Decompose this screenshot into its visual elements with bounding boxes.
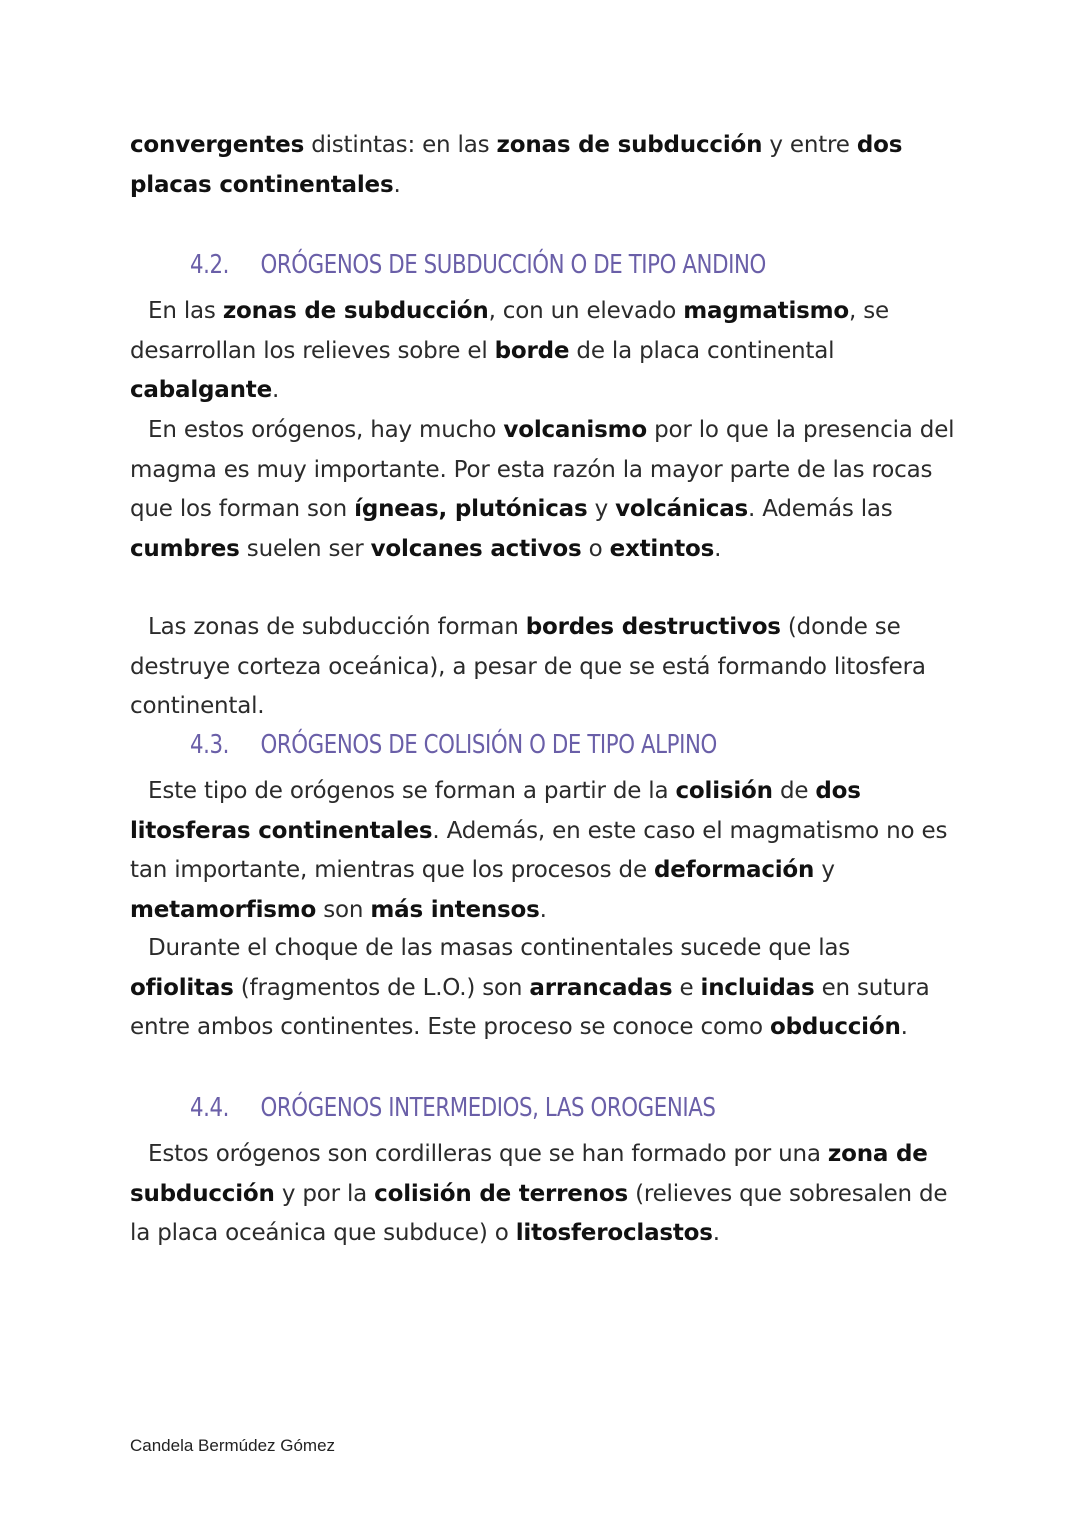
bold-term: volcanes activos bbox=[370, 535, 582, 562]
section-4-2-body bbox=[130, 292, 960, 411]
bold-term: metamorfismo bbox=[130, 896, 317, 923]
intro-paragraph bbox=[130, 126, 960, 205]
bold-term: volcánicas bbox=[615, 496, 749, 522]
paragraph bbox=[130, 929, 960, 1048]
text-run: suelen ser bbox=[239, 535, 371, 562]
bold-term: dos litosferas continentales bbox=[130, 778, 861, 844]
bold-term: extintos bbox=[609, 535, 715, 562]
paragraph bbox=[130, 772, 960, 930]
bold-term: colisión bbox=[675, 778, 773, 804]
text-run: . bbox=[714, 535, 722, 562]
footer-author: Candela Bermúdez Gómez bbox=[130, 1436, 336, 1455]
paragraph bbox=[130, 1135, 960, 1254]
text-run: y bbox=[814, 857, 835, 883]
bold-term: bordes destructivos bbox=[525, 614, 781, 640]
text-run: distintas: en las bbox=[304, 132, 497, 158]
bold-term: obducción bbox=[770, 1014, 901, 1040]
text-run: y por la bbox=[274, 1180, 375, 1207]
text-run: . bbox=[393, 171, 401, 198]
bold-term: convergentes bbox=[130, 132, 305, 158]
text-run: . Además, en este caso el magmatismo no es tan importante, mientras que los procesos de bbox=[130, 817, 948, 883]
paragraph bbox=[130, 292, 960, 411]
text-run: Este tipo de orógenos se forman a partir de la bbox=[148, 778, 676, 804]
bold-term: deformación bbox=[654, 857, 815, 883]
text-run: y bbox=[587, 496, 616, 522]
text-run: de la placa continental bbox=[569, 337, 835, 364]
bold-term: ofiolitas bbox=[130, 974, 234, 1001]
text-run: Durante el choque de las masas continentales sucede que las bbox=[148, 935, 851, 961]
bold-term: arrancadas bbox=[529, 974, 673, 1001]
bold-term: volcanismo bbox=[503, 417, 647, 443]
text-run: . Además las bbox=[748, 496, 893, 522]
bold-term: incluidas bbox=[700, 974, 815, 1001]
paragraph bbox=[130, 411, 960, 569]
section-number: 4.3. bbox=[190, 730, 230, 760]
text-run: de bbox=[772, 778, 816, 804]
section-4-3-body-2 bbox=[130, 929, 960, 1048]
bold-term: dos placas continentales bbox=[130, 132, 903, 198]
text-run: en sutura entre ambos continentes. Este proceso se conoce como bbox=[130, 974, 930, 1040]
bold-term: colisión de terrenos bbox=[374, 1180, 628, 1207]
text-run: o bbox=[581, 535, 610, 562]
text-run: (donde se destruye corteza oceánica), a pesar de que se está formando litosfera continental. bbox=[130, 614, 926, 719]
section-4-3-body bbox=[130, 772, 960, 930]
bold-term: borde bbox=[494, 337, 570, 364]
text-run: . bbox=[271, 377, 280, 403]
text-run: . bbox=[539, 896, 547, 923]
text-run: Estos orógenos son cordilleras que se han formado por una bbox=[148, 1141, 828, 1167]
bold-term: zona de subducción bbox=[130, 1141, 928, 1207]
text-run: En estos orógenos, hay mucho bbox=[148, 417, 504, 443]
bold-term: ígneas, plutónicas bbox=[354, 496, 588, 522]
text-run: son bbox=[316, 896, 371, 923]
section-title: ORÓGENOS DE COLISIÓN O DE TIPO ALPINO bbox=[260, 730, 717, 760]
section-heading-4-3 bbox=[190, 730, 862, 760]
text-run: . bbox=[900, 1014, 908, 1040]
bold-term: zonas de subducción bbox=[496, 132, 763, 158]
text-run: . bbox=[712, 1220, 720, 1246]
section-heading-4-4 bbox=[190, 1093, 862, 1123]
text-run: , se desarrollan los relieves sobre el bbox=[130, 298, 889, 364]
text-run: , con un elevado bbox=[488, 298, 684, 324]
bold-term: más intensos bbox=[370, 896, 540, 923]
section-number: 4.2. bbox=[190, 250, 230, 280]
text-run: y entre bbox=[762, 132, 857, 158]
section-title: ORÓGENOS INTERMEDIOS, LAS OROGENIAS bbox=[260, 1093, 716, 1123]
section-number: 4.4. bbox=[190, 1093, 230, 1123]
text-run: e bbox=[672, 974, 701, 1001]
paragraph bbox=[130, 608, 960, 727]
bold-term: cabalgante bbox=[130, 377, 272, 403]
bold-term: magmatismo bbox=[683, 298, 850, 324]
bold-term: litosferoclastos bbox=[515, 1220, 713, 1246]
text-run: por lo que la presencia del magma es muy importante. Por esta razón la mayor parte de las rocas que los forman son bbox=[130, 417, 955, 522]
bold-term: cumbres bbox=[130, 535, 240, 562]
section-4-2-body-2 bbox=[130, 411, 960, 569]
text-run: (fragmentos de L.O.) son bbox=[233, 974, 530, 1001]
section-heading-4-2 bbox=[190, 250, 862, 280]
text-run: (relieves que sobresalen de la placa oceánica que subduce) o bbox=[130, 1180, 948, 1246]
intro-block bbox=[130, 126, 960, 205]
bold-term: zonas de subducción bbox=[222, 298, 489, 324]
section-4-2-body-3 bbox=[130, 608, 960, 727]
text-run: Las zonas de subducción forman bbox=[148, 614, 526, 640]
section-title: ORÓGENOS DE SUBDUCCIÓN O DE TIPO ANDINO bbox=[260, 250, 766, 280]
section-4-4-body bbox=[130, 1135, 960, 1254]
text-run: En las bbox=[148, 298, 223, 324]
